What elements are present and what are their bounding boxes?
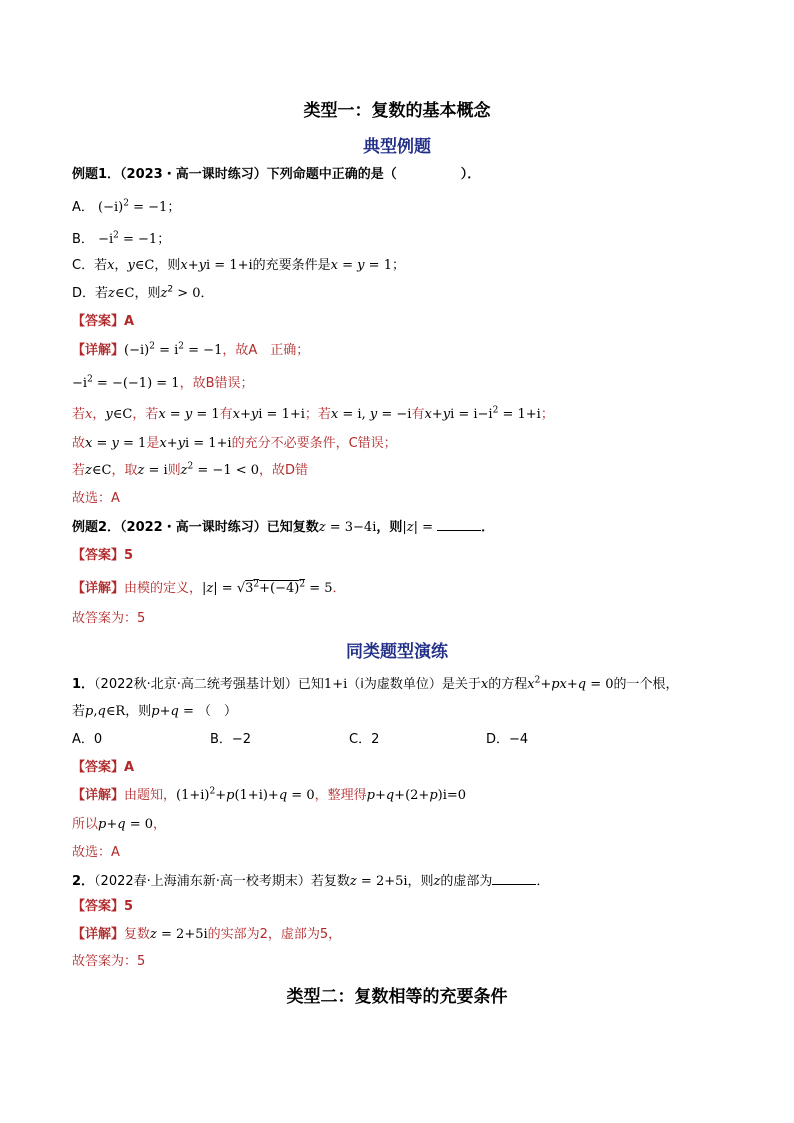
practice2-stem: 2．（2022春·上海浦东新·高一校考期末）若复数z = 2+5i，则z的虚部为 ． [72, 874, 550, 889]
example1-detail-4: 故x = y = 1是x+yi = 1+i的充分不必要条件，C错误； [72, 436, 397, 451]
practice1-stem-line1: 1．（2022秋·北京·高二统考强基计划）已知1+i（i为虚数单位）是关于x的方程$x^2+px+q = 0$的一个根， [72, 675, 679, 692]
practice1-detail-1: 【详解】由题知，$(1+i)^2+p(1+i)+q = 0$，整理得p+q+(2+p)i=0 [72, 786, 467, 803]
example1-detail-2: $-i^2 = -(-1) = 1$，故B错误； [72, 374, 254, 391]
practice1-detail-2: 所以p+q = 0， [72, 817, 167, 832]
example2-stem: 例题2．（2022・高一课时练习）已知复数z = 3−4i，则|z| = ． [72, 520, 495, 535]
example2-answer: 【答案】5 [72, 548, 134, 563]
practice1-choice: 故选：A [72, 845, 120, 860]
example1-option-d: D．若z∈C，则$z^2 > 0$． [72, 284, 214, 301]
example1-stem: 例题1．（2023・高一课时练习）下列命题中正确的是（ ）． [72, 167, 481, 182]
practice-title: 同类题型演练 [346, 642, 448, 662]
practice1-option-d: D．−4 [486, 732, 529, 747]
example2-final: 故答案为：5 [72, 611, 146, 626]
practice2-answer: 【答案】5 [72, 899, 134, 914]
section2-title: 类型二：复数相等的充要条件 [286, 987, 508, 1007]
practice1-answer: 【答案】A [72, 760, 135, 775]
example1-detail-3: 若x，y∈C，若x = y = 1有x+yi = 1+i；若x = i, y = −i有$x+yi = i-i^2 = 1+i$； [72, 405, 554, 422]
example1-option-c: C．若x，y∈C，则x+yi = 1+i的充要条件是x = y = 1； [72, 258, 405, 273]
practice1-option-c: C．2 [349, 732, 380, 747]
example1-option-a: A． $(-i)^2 = -1$； [72, 198, 181, 215]
example2-detail: 【详解】由模的定义，$|z| = √3^2+(-4)^2 = 5$． [72, 579, 346, 596]
examples-title: 典型例题 [363, 137, 431, 157]
example1-detail-5: 若z∈C，取z = i则$z^2 = -1 < 0$，故D错 [72, 461, 309, 478]
section1-title: 类型一：复数的基本概念 [303, 101, 491, 121]
practice2-detail: 【详解】复数z = 2+5i的实部为2，虚部为5， [72, 927, 342, 942]
example1-detail-1: 【详解】$(-i)^2 = i^2 = -1$，故A 正确； [72, 341, 310, 358]
practice1-option-a: A．0 [72, 732, 103, 747]
practice1-stem-line2: 若p,q∈R，则p+q = （ ） [72, 704, 237, 719]
example1-answer: 【答案】A [72, 314, 135, 329]
practice2-final: 故答案为：5 [72, 954, 146, 969]
example1-option-b: B． $-i^2 = -1$； [72, 230, 171, 247]
example1-choice: 故选：A [72, 491, 120, 506]
practice1-option-b: B．−2 [210, 732, 252, 747]
